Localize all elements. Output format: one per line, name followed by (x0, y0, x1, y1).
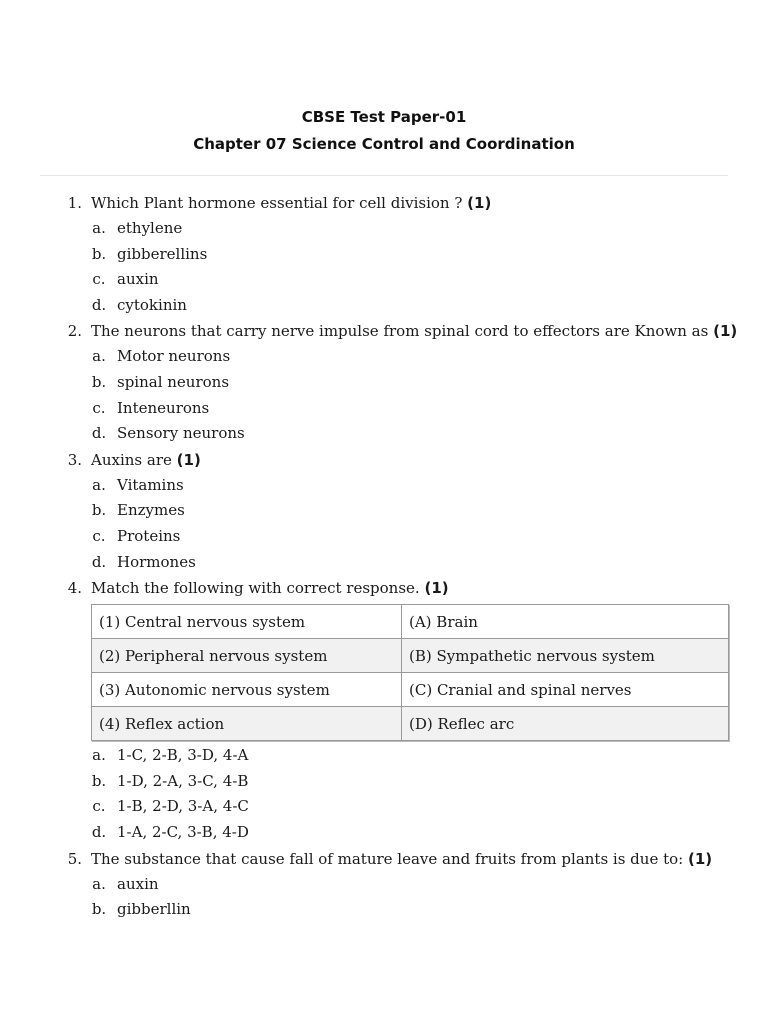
question-marks: (1) (176, 450, 201, 469)
option-text: gibberllin (117, 900, 191, 919)
option-text: auxin (117, 874, 159, 893)
question-number: 1. (67, 194, 82, 212)
option-text: Enzymes (117, 501, 185, 520)
option-letter: c. (92, 398, 106, 417)
option-letter: a. (92, 219, 106, 237)
question-3 (60, 447, 730, 473)
question-1 (60, 190, 730, 216)
table-row (92, 639, 729, 673)
option-letter: d. (91, 424, 107, 443)
option-letter: a. (92, 746, 106, 765)
paper-subtitle: Chapter 07 Science Control and Coordination (193, 135, 575, 153)
match-table (91, 604, 729, 741)
question-text: Which Plant hormone essential for cell division ? (91, 194, 463, 212)
option-item (60, 872, 730, 898)
option-text: 1-A, 2-C, 3-B, 4-D (117, 822, 249, 841)
question-number: 3. (67, 450, 82, 469)
question-5 (60, 846, 730, 872)
table-cell: (1) Central nervous system (92, 605, 402, 639)
option-text: Inteneurons (117, 398, 210, 417)
question-marks: (1) (467, 194, 492, 212)
option-text: cytokinin (117, 295, 187, 314)
option-item (60, 216, 730, 242)
header-divider (40, 175, 728, 176)
option-item (60, 498, 730, 524)
option-text: Proteins (117, 526, 181, 545)
table-cell: (C) Cranial and spinal nerves (402, 673, 729, 707)
option-item (60, 421, 730, 447)
question-text: The neurons that carry nerve impulse from spinal cord to effectors are Known as (91, 322, 709, 341)
table-cell: (2) Peripheral nervous system (92, 639, 402, 673)
question-2 (60, 318, 738, 344)
option-item (60, 267, 730, 293)
option-text: spinal neurons (117, 372, 230, 391)
question-number: 2. (67, 322, 82, 341)
table-row (92, 605, 729, 639)
table-row (92, 673, 729, 707)
question-text: Auxins are (91, 450, 172, 469)
option-text: auxin (117, 270, 159, 289)
question-list (60, 190, 738, 923)
option-letter: b. (91, 501, 107, 520)
option-letter: b. (91, 244, 107, 263)
option-letter: a. (92, 874, 106, 893)
option-item (60, 820, 730, 846)
table-cell: (B) Sympathetic nervous system (402, 639, 729, 673)
question-marks: (1) (688, 849, 713, 868)
option-letter: a. (92, 475, 106, 494)
option-item (60, 794, 730, 820)
option-item (60, 293, 730, 319)
table-cell: (D) Reflec arc (402, 707, 729, 741)
option-item (60, 769, 730, 795)
option-item (60, 242, 730, 268)
table-cell: (A) Brain (402, 605, 729, 639)
option-item (60, 550, 730, 576)
paper-title: CBSE Test Paper-01 (301, 108, 467, 126)
option-text: Motor neurons (117, 347, 231, 366)
option-item (60, 473, 730, 499)
question-number: 4. (67, 579, 82, 598)
option-letter: d. (91, 552, 107, 571)
question-text: Match the following with correct response. (91, 579, 420, 598)
option-item (60, 344, 730, 370)
option-item (60, 370, 730, 396)
option-item (60, 743, 730, 769)
table-cell: (3) Autonomic nervous system (92, 673, 402, 707)
option-letter: d. (91, 295, 107, 314)
option-letter: d. (91, 822, 107, 841)
option-letter: b. (91, 372, 107, 391)
table-row (92, 707, 729, 741)
option-letter: c. (92, 526, 106, 545)
option-text: Vitamins (117, 475, 184, 494)
option-item (60, 396, 730, 422)
option-text: Hormones (117, 552, 196, 571)
option-item (60, 524, 730, 550)
option-letter: b. (91, 771, 107, 790)
option-text: ethylene (117, 219, 183, 237)
question-text: The substance that cause fall of mature leave and fruits from plants is due to: (91, 849, 684, 868)
option-letter: a. (92, 347, 106, 366)
question-marks: (1) (424, 579, 449, 598)
table-cell: (4) Reflex action (92, 707, 402, 741)
option-text: 1-C, 2-B, 3-D, 4-A (117, 746, 249, 765)
option-text: Sensory neurons (117, 424, 245, 443)
question-4 (60, 575, 730, 601)
question-number: 5. (67, 849, 82, 868)
option-letter: c. (92, 270, 106, 289)
option-text: 1-D, 2-A, 3-C, 4-B (117, 771, 249, 790)
option-text: 1-B, 2-D, 3-A, 4-C (117, 797, 249, 816)
option-letter: c. (92, 797, 106, 816)
option-item (60, 897, 730, 923)
option-text: gibberellins (117, 244, 208, 263)
option-letter: b. (91, 900, 107, 919)
question-marks: (1) (713, 322, 738, 341)
